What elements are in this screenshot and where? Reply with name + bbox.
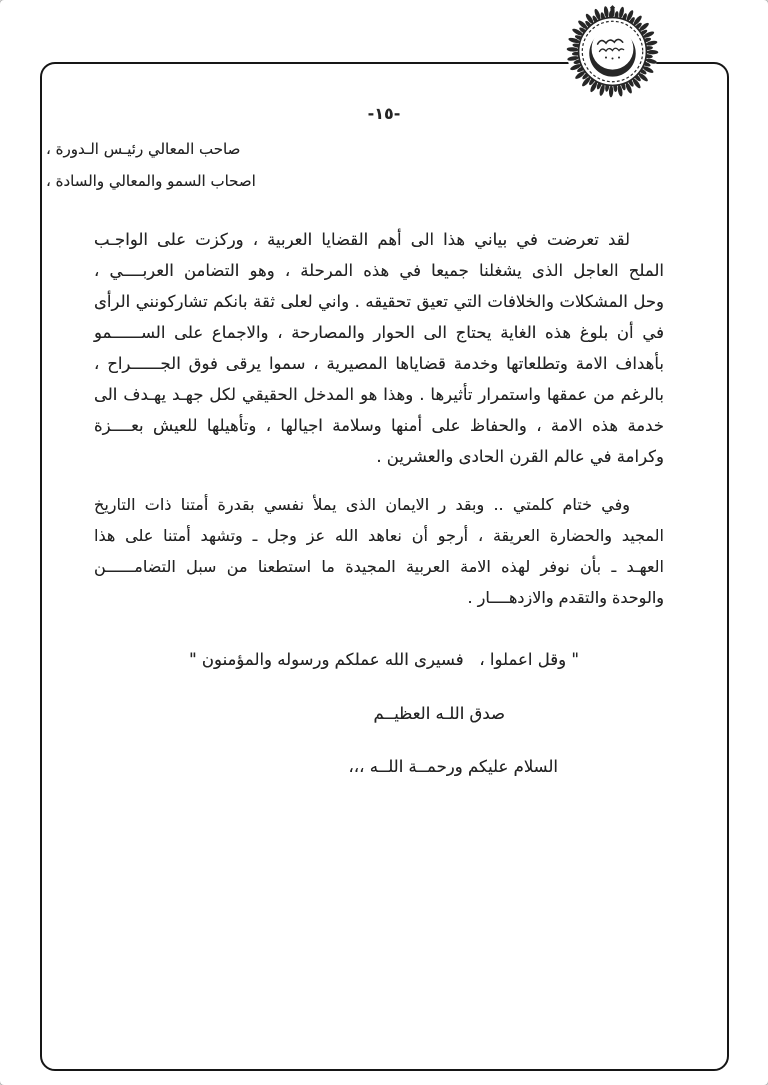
quote-attribution: صدق اللـه العظيــم <box>373 704 505 723</box>
paragraph-line: خدمة هذه الامة ، والحفاظ على أمنها وسلامة اجيالها ، وتأهيلها للعيش بعــــزة <box>94 416 664 435</box>
paragraph-line: الملح العاجل الذى يشغلنا جميعا في هذه المرحلة ، وهو التضامن العربــــي ، <box>94 261 664 280</box>
page-number: -١٥- <box>367 104 401 123</box>
paragraph-line: والوحدة والتقدم والازدهــــار . <box>467 588 664 607</box>
calligraphy-dot <box>611 57 613 59</box>
salutation-line-2: اصحاب السمو والمعالي والسادة ، <box>46 172 256 190</box>
paragraph-line: وكرامة في عالم القرن الحادى والعشرين . <box>376 447 664 466</box>
paragraph-line: وحل المشكلات والخلافات التي تعيق تحقيقه . واني لعلى ثقة بانكم تشاركونني الرأى <box>94 292 664 311</box>
paragraph-line: وفي ختام كلمتي .. وبقد ر الايمان الذى يملأ نفسي بقدرة أمتنا ذات التاريخ <box>94 495 630 514</box>
crescent-inner <box>592 28 634 70</box>
paragraph-line: بالرغم من عمقها واستمرار تأثيرها . وهذا هو المدخل الحقيقي لكل جهـد يهـدف الى <box>94 385 664 404</box>
salutation-line-1: صاحب المعالي رئيـس الـدورة ، <box>46 140 241 158</box>
arab-league-emblem-icon <box>566 5 659 98</box>
paragraph-line: العهـد ـ بأن نوفر لهذه الامة العربية المجيدة ما استطعنا من سبل التضامــــــن <box>94 557 664 576</box>
body-paragraph-1 <box>94 224 664 472</box>
paragraph-line: المجيد والحضارة العريقة ، أرجو أن نعاهد الله عز وجل ـ وتشهد أمتنا على هذا <box>94 526 664 545</box>
body-paragraph-2 <box>94 489 664 613</box>
quran-quote: " وقل اعملوا ، فسيرى الله عملكم ورسوله والمؤمنون " <box>189 650 579 669</box>
paragraph-line: بأهداف الامة وتطلعاتها وخدمة قضاياها المصيرية ، سموا يرقى فوق الجــــــراح ، <box>94 354 664 373</box>
paragraph-line: لقد تعرضت في بياني هذا الى أهم القضايا العربية ، وركزت على الواجـب <box>94 230 630 249</box>
farewell-line: السلام عليكم ورحمــة اللــه ،،، <box>348 757 558 776</box>
paragraph-line: في أن بلوغ هذه الغاية يحتاج الى الحوار والمصارحة ، والاجماع على الســــــمو <box>94 323 664 342</box>
calligraphy-dot <box>618 57 620 59</box>
calligraphy-dot <box>605 57 607 59</box>
